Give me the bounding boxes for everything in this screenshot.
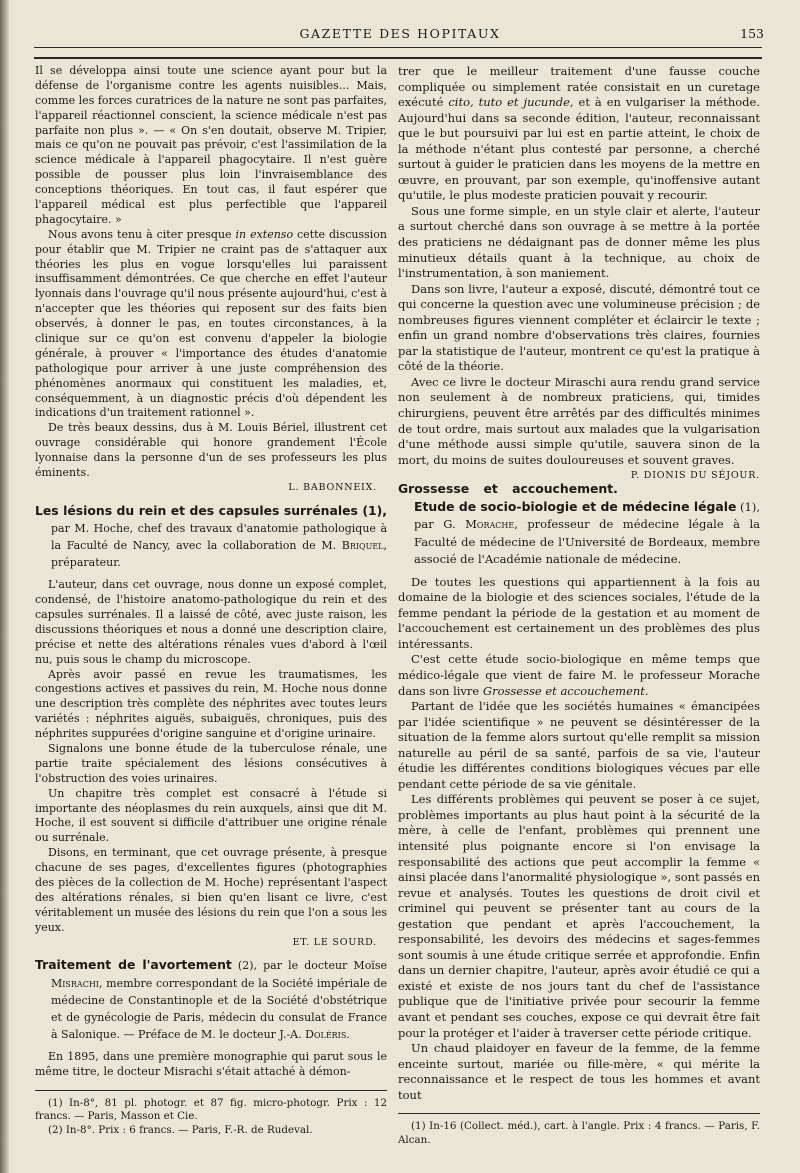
review-entry-heading: Les lésions du rein et des capsules surrénales (1), par M. Hoche, chef des travaux d'anatomie pathologique à la Faculté de Nancy, avec la collaboration de M. Briquel, préparateur. (35, 502, 387, 570)
paragraph: Un chapitre très complet est consacré à l'étude si importante des néoplasmes du rein auxquels, ainsi que dit M. Hoche, il est souvent si difficile d'attribuer une origine rénale ou surrénale. (35, 786, 387, 845)
italic-text: Grossesse et accouchement (482, 683, 645, 698)
author-signature: P. DIONIS DU SÉJOUR. (630, 470, 760, 482)
paragraph: Il se développa ainsi toute une science ayant pour but la défense de l'organisme contre les agents nuisibles... Mais, comme les forces curatrices de la nature ne sont pas parfaites, l'appareil réactionnel conscient, la science médicale n'est pas parfaite non plus ». — « On s'en doutait, observe M. Tripier, mais ce qu'on ne pouvait pas prévoir, c'est l'assimilation de la science médicale à l'appareil phagocytaire. Il n'est guère possible de pousser plus loin l'invraisemblance des conceptions théoriques. En tout cas, il faut espérer que l'appareil médical est plus perfectible que l'appareil phagocytaire. » (35, 64, 387, 226)
paragraph: L'auteur, dans cet ouvrage, nous donne un exposé complet, condensé, de l'histoire anatomo-pathologique du rein et des capsules surrénales. Il a laissé de côté, avec juste raison, les discussions théoriques et nous a donné une description claire, précise et nette des altérations rénales vues d'abord à l'œil nu, puis sous le champ du microscope. (35, 578, 387, 666)
book-title: Traitement de l'avortement (35, 957, 232, 973)
italic-text: in extenso (235, 227, 294, 241)
review-entry-heading: Traitement de l'avortement (2), par le docteur Moïse Misrachi, membre correspondant de la Société impériale de médecine de Constantinople et de la Société d'obstétrique et de gynécologie de Paris, médecin du consulat de France à Salonique. — Préface de M. le docteur J.-A. Doléris. (35, 957, 387, 1041)
paragraph: De toutes les questions qui appartiennent à la fois au domaine de la biologie et des sciences sociales, l'étude de la femme pendant la période de la gestation et au moment de l'accouchement est certainement un des problèmes des plus intéressants. (398, 574, 760, 651)
footnote: (1) In-8°, 81 pl. photogr. et 87 fig. micro-photogr. Prix : 12 francs. — Paris, Masson et Cie. (35, 1096, 387, 1123)
paragraph: Avec ce livre le docteur Miraschi aura rendu grand service non seulement à de nombreux praticiens, qui, timides chirurgiens, peuvent être arrêtés par des difficultés minimes de tout ordre, mais surtout aux malades que la vulgarisation d'une méthode aussi simple qu'utile, sauvera sinon de la mort, du moins de suites douloureuses et souvent graves. P. DIONIS DU SÉJOUR. (398, 375, 760, 468)
paragraph: Signalons une bonne étude de la tuberculose rénale, une partie traite spécialement des lésions consécutives à l'obstruction des voies urinaires. (35, 742, 387, 785)
book-title: Grossesse et accouchement. Etude de socio-biologie et de médecine légale (398, 481, 737, 515)
paragraph: Nous avons tenu à citer presque in extenso cette discussion pour établir que M. Tripier ne craint pas de s'attaquer aux théories les plus en vogue lorsqu'elles lui paraissent insuffisamment démontrées. Ce que cherche en effet l'auteur lyonnais dans l'ouvrage qu'il nous présente aujourd'hui, c'est à n'accepter que les théories qui reposent sur des faits bien observés, à donner le pas, en toutes circonstances, à la clinique sur ce qu'on est convenu d'appeler la biologie générale, à prouver « l'importance des études d'anatomie pathologique pour arriver à une juste compréhension des phénomènes anormaux qui constituent les maladies, et, conséquemment, à un diagnostic précis d'où dépendent les indications d'un traitement rationnel ». (35, 227, 387, 420)
paragraph: Dans son livre, l'auteur a exposé, discuté, démontré tout ce qui concerne la question avec une volumineuse précision ; de nombreuses figures viennent compléter et éclaircir le texte ; enfin un grand nombre d'observations très claires, fournies par la statistique de l'auteur, montrent ce qu'est la pratique à côté de la théorie. (398, 281, 760, 374)
review-entry-heading: Grossesse et accouchement. Etude de socio-biologie et de médecine légale (1), par G. Morache, professeur de médecine légale à la Faculté de médecine de l'Université de Bordeaux, membre associé de l'Académie nationale de médecine. (398, 481, 761, 566)
running-header (36, 26, 764, 46)
page-binding-edge (0, 0, 9, 1173)
paragraph: Un chaud plaidoyer en faveur de la femme, de la femme enceinte surtout, mariée ou fille-mère, « qui mérite la reconnaissance et le respect de tous les hommes et avant tout (398, 1041, 760, 1102)
author-signature: L. BABONNEIX. (288, 481, 377, 493)
right-column (398, 64, 760, 1147)
author-signature: ET. LE SOURD. (292, 936, 377, 948)
book-title: Les lésions du rein et des capsules surrénales (1), (35, 502, 387, 518)
paragraph: Après avoir passé en revue les traumatismes, les congestions actives et passives du rein, M. Hoche nous donne une description très complète des néphrites avec toutes leurs variétés : néphrites aiguës, subaiguës, chroniques, puis des néphrites suppurées d'origine sanguine et d'origine urinaire. (35, 667, 387, 741)
paragraph: C'est cette étude socio-biologique en même temps que médico-légale que vient de faire M. le professeur Morache dans son livre Grossesse et accouchement. (398, 652, 760, 698)
footnote: (1) In-16 (Collect. méd.), cart. à l'angle. Prix : 4 francs. — Paris, F. Alcan. (398, 1120, 760, 1146)
paragraph: Sous une forme simple, en un style clair et alerte, l'auteur a surtout cherché dans son ouvrage à se mettre à la portée des praticiens ne dédaignant pas de donner même les plus minutieux détails quant à la technique, au choix de l'instrumentation, à son maniement. (398, 203, 760, 281)
italic-text: cito, tuto et jucunde (448, 95, 570, 110)
paragraph: Partant de l'idée que les sociétés humaines « émancipées par l'idée scientifique » ne peuvent se désintéresser de la situation de la femme alors surtout qu'elle remplit sa mission naturelle au péril de sa santé, parfois de sa vie, l'auteur étudie les différentes conditions biologiques vécues par elle pendant cette période de sa vie génitale. (398, 699, 760, 791)
paragraph: Les différents problèmes qui peuvent se poser à ce sujet, problèmes importants au plus haut point à la sécurité de la mère, à celle de l'enfant, problèmes qui prennent une intensité plus poignante encore si l'on envisage la responsabilité des actions que peut accomplir la femme « ainsi placée dans l'anormalité physiologique », sont passés en revue et analysés. Toutes les questions de droit civil et criminel qui peuvent se présenter tant au cours de la gestation que pendant et après l'accouchement, la responsabilité, les devoirs des médecins et sages-femmes sont soumis à une étude critique serrée et approfondie. Enfin dans un dernier chapitre, l'auteur, après avoir étudié ce qui a existé et existe de nos jours tant du chef de l'assistance publique que de l'initiative privée pour secourir la femme avant et pendant ses couches, expose ce qui devrait être fait pour la protéger et l'aider à traverser cette période critique. (398, 792, 760, 1040)
journal-title: GAZETTE DES HOPITAUX (299, 26, 501, 41)
footnote-rule (35, 1090, 387, 1091)
paragraph: De très beaux dessins, dus à M. Louis Bériel, illustrent cet ouvrage considérable qui honore grandement l'École lyonnaise dans la personne d'un de ses professeurs les plus éminents. (35, 421, 387, 480)
paragraph: En 1895, dans une première monographie qui parut sous le même titre, le docteur Misrachi s'était attaché à démon- (35, 1049, 387, 1078)
paragraph: trer que le meilleur traitement d'une fausse couche compliquée ou simplement ratée consistait en un curetage exécuté cito, tuto et jucunde, et à en vulgariser la méthode. Aujourd'hui dans sa seconde édition, l'auteur, reconnaissant que le but poursuivi par lui est en partie atteint, le choix de la méthode n'étant plus contesté par personne, a cherché surtout à guider le praticien dans les moyens de la mettre en œuvre, en prouvant, par son exemple, qu'inoffensive autant qu'utile, le plus modeste praticien pouvait y recourir. (398, 64, 760, 203)
page-number: 153 (740, 26, 764, 41)
paragraph: Disons, en terminant, que cet ouvrage présente, à presque chacune de ses pages, d'excellentes figures (photographies des pièces de la collection de M. Hoche) représentant l'aspect des altérations rénales, si bien qu'en lisant ce livre, c'est véritablement un musée des lésions du rein que l'on a sous les yeux. (35, 846, 387, 934)
left-column (35, 64, 387, 1137)
footnote-rule (398, 1113, 760, 1114)
header-double-rule (34, 47, 762, 59)
footnote: (2) In-8°. Prix : 6 francs. — Paris, F.-R. de Rudeval. (48, 1123, 313, 1136)
